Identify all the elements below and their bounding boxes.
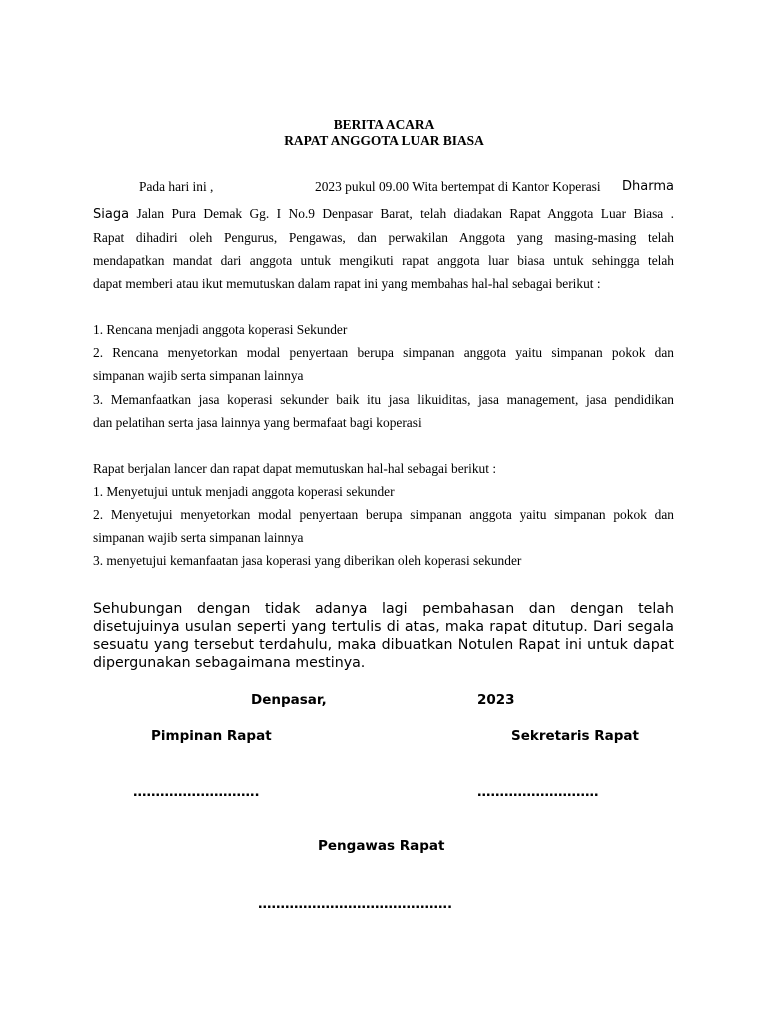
supervisor-signature-line: ……………………………………. <box>258 896 453 912</box>
intro-coop-name-2: Siaga <box>93 207 130 222</box>
intro-date-label: Pada hari ini , <box>139 179 214 194</box>
chairman-title: Pimpinan Rapat <box>151 728 272 744</box>
intro-line-4: mendapatkan mandat dari anggota untuk mengikuti rapat anggota luar biasa untuk sehingga telah <box>93 253 674 268</box>
intro-address: Jalan Pura Demak Gg. I No.9 Denpasar Barat, telah diadakan Rapat Anggota Luar Biasa . <box>136 206 675 221</box>
secretary-signature-line: ……………………… <box>477 784 599 800</box>
agenda-item-2-line-1: 2. Rencana menyetorkan modal penyertaan berupa simpanan anggota yaitu simpanan pokok dan <box>93 345 674 360</box>
intro-line-5: dapat memberi atau ikut memutuskan dalam rapat ini yang membahas hal-hal sebagai berikut : <box>93 276 601 291</box>
decision-item-3: 3. menyetujui kemanfaatan jasa koperasi yang diberikan oleh koperasi sekunder <box>93 553 522 568</box>
decision-item-1: 1. Menyetujui untuk menjadi anggota koperasi sekunder <box>93 484 395 499</box>
intro-coop-name-1: Dharma <box>622 179 674 194</box>
closing-line-3: sesuatu yang tersebut terdahulu, maka dibuatkan Notulen Rapat ini untuk dapat <box>93 637 674 653</box>
chairman-signature-line: ………………………. <box>133 784 260 800</box>
signature-place: Denpasar, <box>251 692 327 708</box>
document-subtitle: RAPAT ANGGOTA LUAR BIASA <box>284 133 484 148</box>
intro-line-3: Rapat dihadiri oleh Pengurus, Pengawas, dan perwakilan Anggota yang masing-masing telah <box>93 230 674 245</box>
agenda-item-3-line-2: dan pelatihan serta jasa lainnya yang bermafaat bagi koperasi <box>93 415 422 430</box>
agenda-item-2-line-2: simpanan wajib serta simpanan lainnya <box>93 368 304 383</box>
supervisor-title: Pengawas Rapat <box>318 838 445 854</box>
intro-line-2 <box>93 206 674 223</box>
agenda-item-3-line-1: 3. Memanfaatkan jasa koperasi sekunder baik itu jasa likuiditas, jasa management, jasa pendidikan <box>93 392 674 407</box>
closing-paragraph <box>93 600 674 672</box>
closing-line-2: disetujuinya usulan seperti yang tertulis di atas, maka rapat ditutup. Dari segala <box>93 619 674 635</box>
closing-line-1: Sehubungan dengan tidak adanya lagi pembahasan dan dengan telah <box>93 601 674 617</box>
decision-item-2-line-2: simpanan wajib serta simpanan lainnya <box>93 530 304 545</box>
closing-line-4: dipergunakan sebagaimana mestinya. <box>93 655 366 671</box>
agenda-item-1: 1. Rencana menjadi anggota koperasi Sekunder <box>93 322 348 337</box>
intro-time-place: 2023 pukul 09.00 Wita bertempat di Kantor Koperasi <box>315 179 601 194</box>
document-title: BERITA ACARA <box>333 117 435 132</box>
decisions-intro: Rapat berjalan lancer dan rapat dapat memutuskan hal-hal sebagai berikut : <box>93 461 497 476</box>
signature-year: 2023 <box>477 692 515 708</box>
decision-item-2-line-1: 2. Menyetujui menyetorkan modal penyertaan berupa simpanan anggota yaitu simpanan pokok dan <box>93 507 674 522</box>
secretary-title: Sekretaris Rapat <box>511 728 639 744</box>
